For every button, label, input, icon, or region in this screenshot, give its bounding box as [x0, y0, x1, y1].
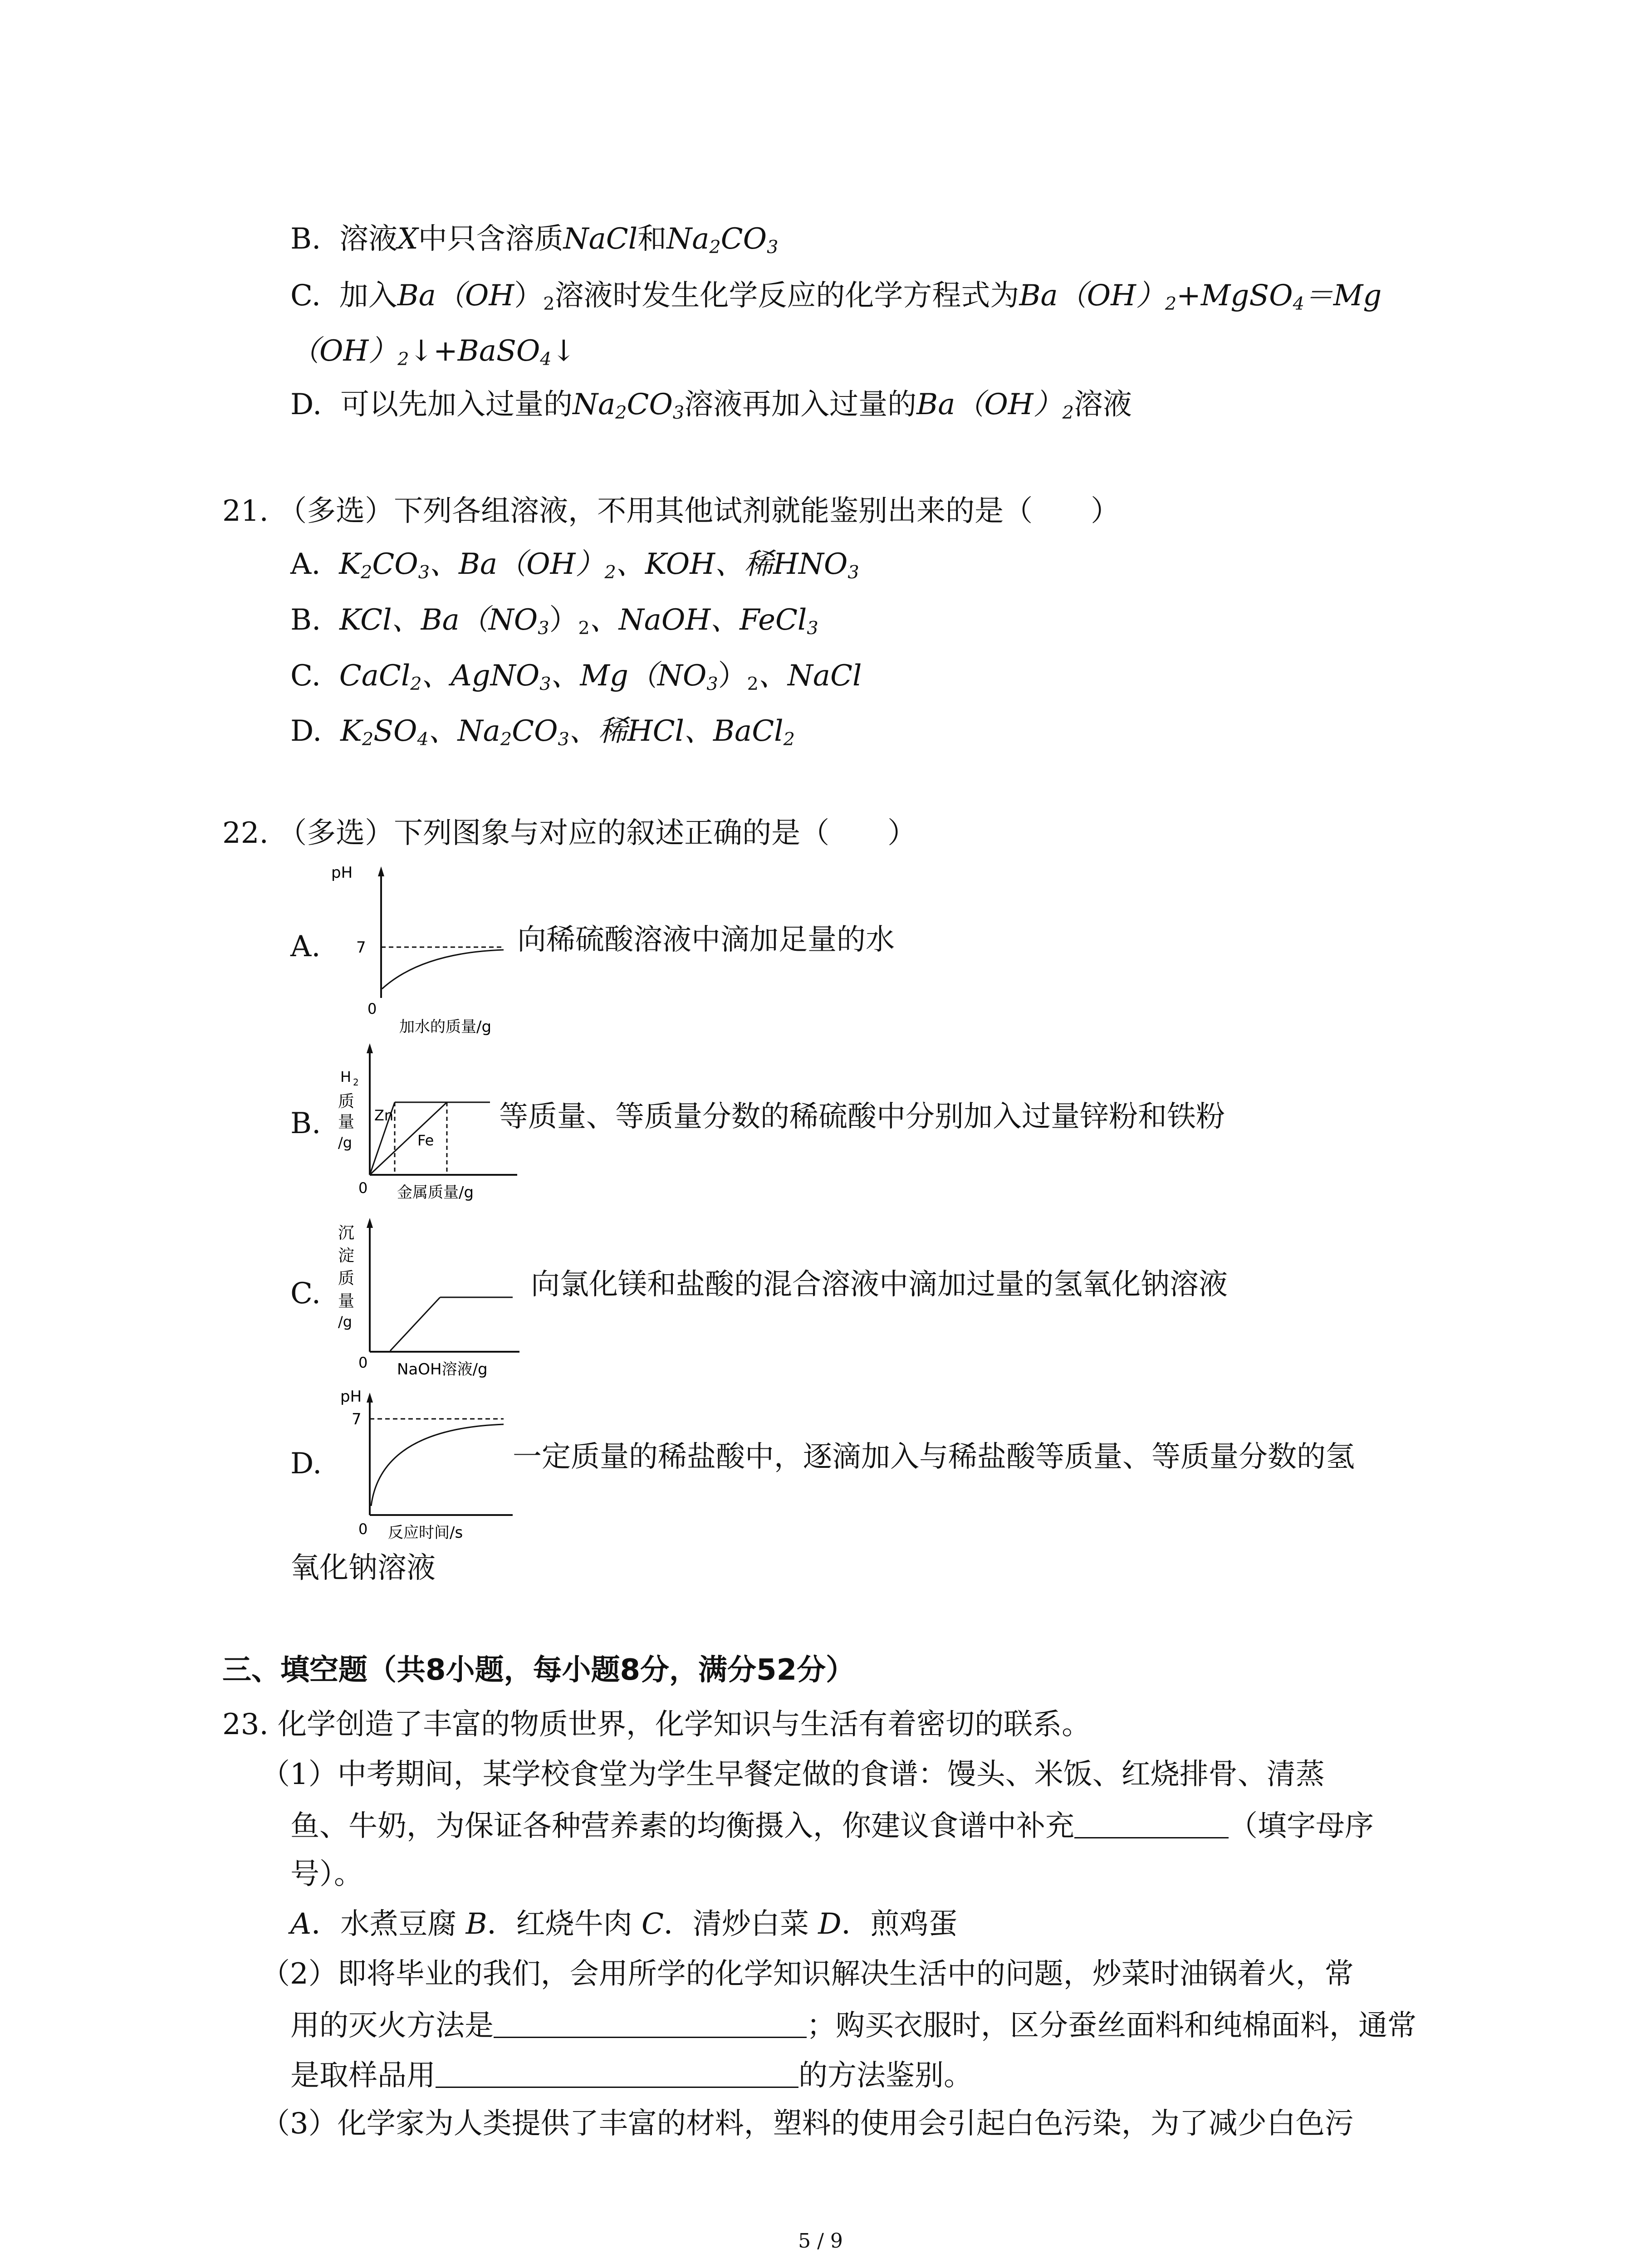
graph-c	[331, 1211, 522, 1393]
graph-c-ylabel-1: 沉	[338, 1224, 355, 1242]
q22-option-d-text-cont: 氧化钠溶液	[290, 1551, 436, 1585]
graph-c-ylabel-3: 质	[338, 1269, 355, 1288]
q22-option-b-label: B.	[290, 1107, 321, 1140]
graph-c-xlabel: NaOH溶液/g	[397, 1360, 488, 1378]
section-3-title: 三、填空题（共8小题，每小题8分，满分52分）	[222, 1653, 855, 1687]
graph-a-ylabel: pH	[331, 864, 353, 882]
q22-title: 22. （多选）下列图象与对应的叙述正确的是（ ）	[222, 816, 917, 850]
graph-d-tick-7: 7	[352, 1410, 362, 1428]
graph-b-fe-label: Fe	[417, 1132, 434, 1149]
graph-d-ylabel: pH	[340, 1388, 362, 1406]
graph-a-origin: 0	[367, 1000, 377, 1017]
graph-c-origin: 0	[358, 1354, 368, 1371]
graph-c-ylabel-2: 淀	[338, 1246, 355, 1265]
graph-b-origin: 0	[358, 1179, 368, 1197]
q23-p2-line3: 是取样品用 的方法鉴别。	[290, 2059, 973, 2092]
graph-b	[331, 1039, 522, 1211]
graph-b-ylabel-4: /g	[338, 1134, 353, 1151]
graph-d-origin: 0	[358, 1520, 368, 1538]
graph-c-ylabel-5: /g	[338, 1313, 353, 1330]
q23-p2-line2: 用的灭火方法是 ；购买衣服时，区分蚕丝面料和纯棉面料，通常	[290, 2009, 1416, 2043]
q22-option-d-text: 一定质量的稀盐酸中，逐滴加入与稀盐酸等质量、等质量分数的氢	[513, 1440, 1355, 1474]
graph-d	[331, 1383, 522, 1547]
q21-option-b: B. KCl、$Ba(NO_3)_2$、NaOH、FeCl$_3$	[290, 603, 818, 639]
graph-d-xlabel: 反应时间/s	[388, 1524, 463, 1542]
q23-blank-3[interactable]	[436, 2059, 798, 2088]
graph-a	[331, 857, 513, 1039]
q22-option-b-text: 等质量、等质量分数的稀硫酸中分别加入过量锌粉和铁粉	[499, 1100, 1225, 1134]
q20-option-d: D. 可以先加入过量的$Na_2CO_3$溶液再加入过量的$Ba(OH)_2$溶液	[290, 388, 1132, 423]
q23-blank-2[interactable]	[494, 2009, 807, 2038]
q23-p1-line2: 鱼、牛奶，为保证各种营养素的均衡摄入，你建议食谱中补充 （填字母序	[290, 1809, 1374, 1843]
q22-option-a-label: A.	[290, 930, 321, 963]
q23-p3-line1: （3）化学家为人类提供了丰富的材料，塑料的使用会引起白色污染，为了减少白色污	[261, 2107, 1354, 2141]
graph-b-ylabel-h: H	[340, 1068, 352, 1085]
q21-option-c: C. CaCl$_2$、AgNO$_3$、$Mg(NO_3)_2$、NaCl	[290, 659, 862, 694]
graph-a-tick-7: 7	[356, 938, 366, 957]
q23-food-options: A．水煮豆腐 B．红烧牛肉 C．清炒白菜 D．煎鸡蛋	[290, 1907, 958, 1941]
page-number: 5 / 9	[798, 2229, 843, 2253]
q23-blank-1[interactable]	[1074, 1810, 1229, 1838]
graph-c-ylabel-4: 量	[338, 1292, 355, 1310]
graph-b-xlabel: 金属质量/g	[397, 1183, 474, 1202]
q20-option-b: B. 溶液X中只含溶质NaCl和$Na_2CO_3$	[290, 222, 779, 258]
graph-b-ylabel-sub: 2	[353, 1077, 359, 1088]
q22-option-a-text: 向稀硫酸溶液中滴加足量的水	[517, 923, 895, 957]
q20-option-c: C. 加入$Ba(OH)_2$溶液时发生化学反应的化学方程式为$Ba(OH)_2+MgSO_4=Mg$	[290, 279, 1382, 314]
q21-option-a: A. $K_2CO_3$、$Ba(OH)_2$、KOH、稀$HNO_3$	[290, 547, 859, 583]
graph-b-ylabel-2: 质	[338, 1092, 355, 1111]
q21-option-d: D. $K_2SO_4$、$Na_2CO_3$、稀HCl、BaCl$_2$	[290, 714, 795, 750]
q23-p2-line1: （2）即将毕业的我们，会用所学的化学知识解决生活中的问题，炒菜时油锅着火，常	[261, 1957, 1354, 1991]
q22-option-c-label: C.	[290, 1277, 321, 1310]
graph-b-zn-label: Zn	[374, 1107, 394, 1124]
q23-title: 23. 化学创造了丰富的物质世界，化学知识与生活有着密切的联系。	[222, 1708, 1091, 1741]
q22-option-d-label: D.	[290, 1447, 322, 1481]
graph-a-xlabel: 加水的质量/g	[399, 1018, 492, 1036]
graph-b-ylabel-3: 量	[338, 1113, 355, 1131]
q22-option-c-text: 向氯化镁和盐酸的混合溶液中滴加过量的氢氧化钠溶液	[531, 1268, 1228, 1301]
q21-title: 21. （多选）下列各组溶液，不用其他试剂就能鉴别出来的是（ ）	[222, 494, 1120, 528]
q23-p1-line3: 号）。	[290, 1857, 363, 1891]
q20-option-c-cont: $(OH)_2↓+BaSO_4↓$	[290, 334, 576, 370]
q23-p1-line1: （1）中考期间，某学校食堂为学生早餐定做的食谱：馒头、米饭、红烧排骨、清蒸	[261, 1758, 1325, 1791]
